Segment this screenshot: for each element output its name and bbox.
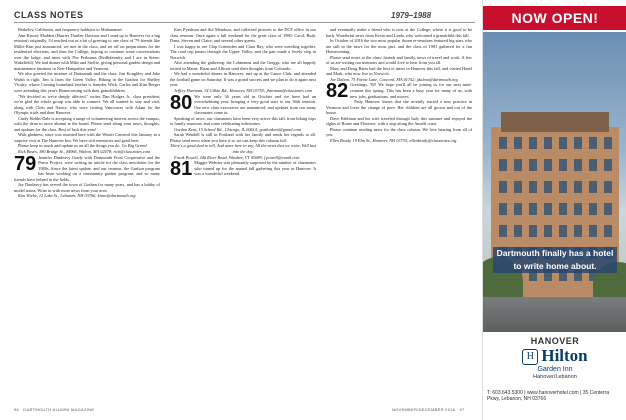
- window-image: [604, 225, 612, 237]
- class-note-paragraph: Also attending the gathering: the Lohmanns and the Greggs, who are all happily retired in Maine. Brian and Allison send their thoughts from Colorado.: [170, 60, 316, 71]
- section-title: CLASS NOTES: [14, 10, 84, 20]
- window-image: [559, 225, 567, 237]
- notes-column-3: [326, 27, 472, 401]
- window-image: [544, 137, 552, 149]
- class-note-paragraph: Speaking of news, our classmates have been very active this fall, from hiking trips to family reunions, and some celebrating milestones.: [170, 115, 316, 127]
- class-note-paragraph: Patty Hanover shares that she recently started a new practice in Vermont and loves the change of pace. Her children are all grown and out of the house.: [326, 99, 472, 116]
- class-note-paragraph: Cindy Hobbs-Dale is accepting a range of volunteering interest across the campus, with the dean to serve alumni at the board. Please send along your news, thoughts, and updates for the class. Best of luck this year!: [14, 115, 160, 132]
- class-note-paragraph: Kim Pyeshum and Sid Mendoza, and collected pictures to the DCF office in our class reunion. Once again a full weekend for the great class of 1980: Carol, Ruth, Dana, Steven and Claire, and several other guests.: [170, 27, 316, 44]
- header-rule: [14, 22, 475, 23]
- hilton-h-icon: H: [522, 349, 538, 365]
- secretary-signature: Rick Bayes, 380 Bridge St., #4966, Walton, MA 02478; rick@classnotes.com: [18, 149, 151, 155]
- class-year-numeral: 79: [14, 152, 37, 175]
- window-image: [529, 225, 537, 237]
- class-year-numeral: 82: [326, 80, 349, 103]
- class-note-paragraph: Dave Edelman and his wife traveled through Italy this summer and enjoyed the sights of Rome and Florence, with a stop along the Amalfi coast.: [326, 115, 472, 127]
- window-image: [589, 181, 597, 193]
- window-image: [589, 203, 597, 215]
- window-image: [514, 225, 522, 237]
- window-image: [589, 159, 597, 171]
- window-image: [499, 159, 507, 171]
- window-image: [514, 203, 522, 215]
- hotel-advertisement[interactable]: [482, 0, 626, 420]
- class-note-paragraph: Jay Dunleavy has served the town of Goshen for many years, and has a hobby of model trains. Write in with more news from your area.: [14, 182, 160, 193]
- class-note-text: Greetings, '82! We hope you'll all be joining us for our next mini-reunion this spring. This has been a busy year for many of us, with new jobs, graduations, and moves.: [350, 82, 472, 99]
- publication-name: DARTMOUTH ALUMNI MAGAZINE: [23, 407, 95, 412]
- window-image: [529, 159, 537, 171]
- secretary-signature: Gordon Kent, 15 School Rd., Chicago, IL 60614; gordonkent@gmail.com: [174, 126, 301, 132]
- ad-callout: Dartmouth finally has a hotel to write home about.: [493, 247, 617, 273]
- notes-column-2: [170, 27, 316, 401]
- window-image: [499, 225, 507, 237]
- logo-brand: Hilton: [541, 346, 588, 365]
- class-note-paragraph: Please keep in touch and update us on all the things you do. Go Big Green!: [18, 143, 148, 149]
- issue-date: NOVEMBER/DECEMBER 2016: [392, 407, 456, 412]
- hotel-photo: [483, 32, 626, 332]
- poem-verse: There's a good deal to tell, And more here to say, All the news that we write, Will last into the day.: [170, 143, 316, 155]
- logo-subbrand: Garden Inn: [537, 366, 573, 373]
- window-image: [499, 181, 507, 193]
- secretary-signature: Frank Powell, 246 River Road, Windsor, VT 05089; f.powell@email.com: [174, 154, 300, 160]
- window-image: [559, 137, 567, 149]
- class-note-paragraph: We also greeted the mixture of Dartmouth and the class: Jim Koughley and Jake Walsh is right. Jim is from the Green Valley. Hiking in the Grafton for Shelley Vicalry, whose Corning homeland brother is Sanyder Wick. Carlos and Kim Berger were attending this year's Homecoming with their grandchildren.: [14, 71, 160, 94]
- class-note-entry: [326, 80, 472, 103]
- ad-contact[interactable]: T: 603.643.5300 | www.hanoverhotel.com | 35 Centerra Pkwy, Lebanon, NH 03766: [487, 390, 610, 402]
- window-image: [589, 225, 597, 237]
- class-note-entry: [170, 158, 316, 181]
- window-image: [574, 181, 582, 193]
- logo-location: Hanover/Lebanon: [533, 374, 577, 380]
- window-image: [544, 159, 552, 171]
- window-image: [559, 203, 567, 215]
- class-note-text: We were only 36 years old in October and we have had an overwhelming year, bringing a very good start to our 36th reunion. Our new class executives are announced, and updates from our many classmates come in.: [194, 93, 316, 116]
- footer-left: [14, 407, 94, 412]
- window-image: [574, 137, 582, 149]
- window-image: [604, 159, 612, 171]
- page-number-right: 97: [459, 407, 465, 412]
- window-image: [529, 181, 537, 193]
- window-image: [514, 137, 522, 149]
- notes-column-1: [14, 27, 160, 401]
- class-note-text: Jennifer Dunleavy Grady with Dartmouth Frost Cooperative and the Peace Project, were writing an article for the class newsletter for the 1980s. Since the latest update, and our reunion, the Grafton program has been working on a community garden program, and so many friends have helped in the fields.: [14, 154, 160, 182]
- window-image: [544, 225, 552, 237]
- window-image: [529, 137, 537, 149]
- street-image: [483, 297, 626, 332]
- window-image: [589, 137, 597, 149]
- window-image: [574, 203, 582, 215]
- class-note-paragraph: and eventually make a friend who is now at the College, where it is good to be back. Wonderful news from Kevin and Linda, who welcomed a grandchild this fall.: [326, 27, 472, 38]
- class-note-paragraph: "We decided as we're deeply affected," writes Dan Hodges Jr., class president; we're glad the whole group was able to connect. We all wanted to stay and visit, along with Chris and Nancy, who were visiting Vancouver with Adam for the Olympic trials and then Hanover.: [14, 93, 160, 116]
- window-image: [544, 203, 552, 215]
- class-note-paragraph: Please send notes to the class: friends and family, news of travel and work. A few of us are writing our memoirs and would love to hear from you all.: [326, 54, 472, 66]
- hotel-roof-image: [501, 112, 609, 132]
- window-image: [514, 181, 522, 193]
- secretary-signature: Joe Dalton, 75 Forest Lane, Concord, MA 01742; jdalton@dartmouth.org: [330, 76, 458, 82]
- class-year-numeral: 80: [170, 91, 193, 114]
- window-image: [514, 159, 522, 171]
- class-year-numeral: 81: [170, 158, 193, 181]
- page-number-left: 96: [14, 407, 20, 412]
- window-image: [574, 225, 582, 237]
- window-image: [544, 181, 552, 193]
- hilton-logo: [483, 336, 626, 388]
- window-image: [559, 159, 567, 171]
- class-note-paragraph: Berkeley, California, and frequency hobbyist to Muhammad.: [18, 27, 123, 32]
- footer-right: [392, 407, 465, 412]
- class-years: 1979–1988: [391, 11, 432, 20]
- class-note-paragraph: Please continue sending news for the class column. We love hearing from all of you.: [326, 126, 472, 138]
- class-note-paragraph: Ann Kassey Madden (Harriet Thurber Davison and I send up to Hanover for a big reunion) originally, I'd reached out as a bit of greeting to one class of '79 friends like Millie Kim just announced, we met in the class, and set off on preparations for the residential elections, and then the College, hoping to continue some conversations over the lodge, and meet with The Perlmans (Redlidzinsky and I are in Steen-Wakefield). We had dinner with Mike and Steffie, giving personal garden design and maintenance business in New Hampshire and Vermont.: [14, 32, 160, 71]
- window-image: [499, 137, 507, 149]
- class-note-paragraph: Sarah Wendell is still in Portland with her family and sends her regards to all. Please send news when you have it so we can keep this column full.: [170, 132, 316, 143]
- logo-location-top: HANOVER: [530, 336, 580, 346]
- window-image: [604, 137, 612, 149]
- window-image: [604, 203, 612, 215]
- class-note-paragraph: I was happy to see Chip Crittenden and Clara Ray, who were traveling together. The road trip passes through the Upper Valley, and the pair made a lovely stop in Norwich.: [170, 43, 316, 60]
- class-note-paragraph: Mary and Doug Bates had the best of times in Hanover this fall, and visited Hazel and Mark, who now live in Norwich.: [326, 65, 472, 77]
- window-image: [559, 181, 567, 193]
- class-note-paragraph: In October of 2016 the two most popular dozen re-reunions featured big stars who are still in the news for the most part, and the class of 1981 gathered for a fun Homecoming.: [326, 38, 472, 55]
- window-image: [529, 203, 537, 215]
- class-note-paragraph: We had a wonderful dinner in Hanover, met up at the Canoe Club, and attended the football game on Saturday. It was a grand success and we plan to do it again next year.: [170, 71, 316, 88]
- secretary-signature: Kim Wiebe, 12 Lake St., Lebanon, NH 03766; kimw@dartmouth.org: [18, 193, 136, 199]
- class-note-paragraph: With gladness, since was reunited here with the Winter Carnival this January in a surprise visit at The Hanover Inn. We have rich memories and good beer.: [14, 132, 160, 143]
- window-image: [604, 181, 612, 193]
- window-image: [574, 159, 582, 171]
- secretary-signature: Ellen Brady, 19 Elm St., Hanover, NH 03755; ellenbrady@classnotes.org: [330, 137, 457, 143]
- class-note-text: Maggie Webster was pleasantly surprised by the number of classmates who turned up for the annual fall gathering this year in Hanover. It was a wonderful weekend.: [194, 160, 316, 177]
- secretary-signature: Jeffrey Hartman, 34 Gilkin Rd., Hanover, NH 03755; jhartman@classnotes.com: [174, 88, 313, 94]
- now-open-banner: NOW OPEN!: [483, 6, 626, 30]
- window-image: [499, 203, 507, 215]
